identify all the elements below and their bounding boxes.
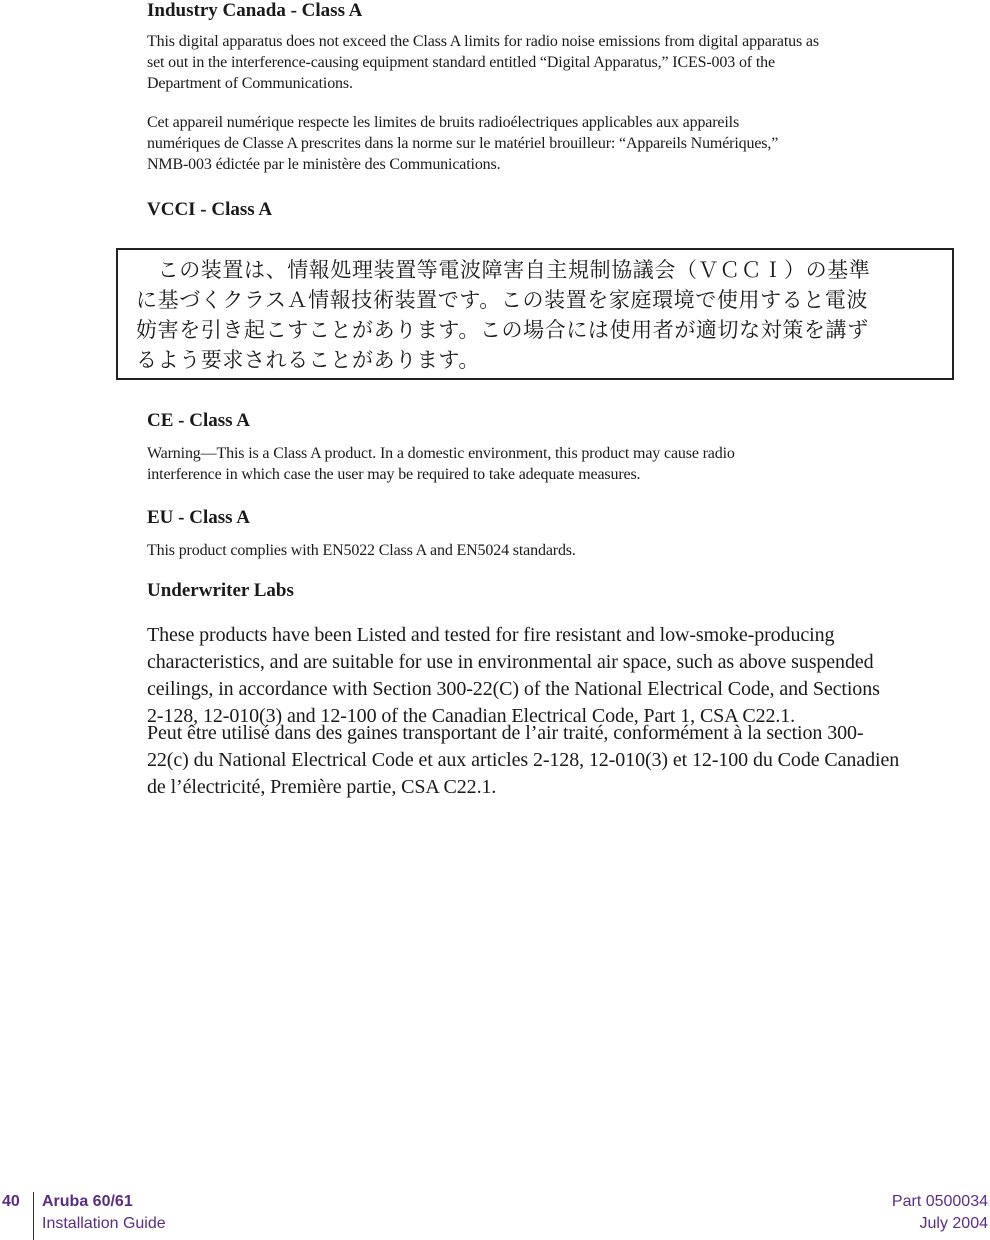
text-line: ceilings, in accordance with Section 300-22(C) of the National Electrical Code, and Sections bbox=[147, 678, 880, 700]
vcci-notice-line: るよう要求されることがあります。 bbox=[136, 348, 480, 372]
paragraph-eu bbox=[147, 540, 576, 561]
heading-ul: Underwriter Labs bbox=[147, 580, 294, 601]
footer-divider bbox=[33, 1192, 34, 1240]
paragraph-ce bbox=[147, 443, 735, 485]
text-line: 22(c) du National Electrical Code et aux articles 2-128, 12-010(3) et 12-100 du Code Canadien bbox=[147, 749, 900, 771]
text-line: set out in the interference-causing equipment standard entitled “Digital Apparatus,” ICES-003 of the bbox=[147, 54, 775, 71]
text-line: Warning—This is a Class A product. In a domestic environment, this product may cause radio bbox=[147, 445, 735, 462]
heading-industry-canada: Industry Canada - Class A bbox=[147, 0, 363, 21]
section-vcci bbox=[147, 199, 272, 221]
paragraph-industry-canada-fr bbox=[147, 112, 778, 175]
text-line: characteristics, and are suitable for use in environmental air space, such as above suspended bbox=[147, 651, 874, 673]
text-line: Peut être utilisé dans des gaines transportant de l’air traité, conformément à la section 300- bbox=[147, 722, 864, 744]
heading-eu: EU - Class A bbox=[147, 507, 250, 528]
vcci-notice-box bbox=[116, 248, 954, 380]
footer-part-number: Part 0500034 bbox=[891, 1193, 988, 1210]
footer-title: Aruba 60/61 bbox=[42, 1193, 133, 1210]
text-line: numériques de Classe A prescrites dans la norme sur le matériel brouilleur: “Appareils Numériques,” bbox=[147, 135, 779, 152]
text-line: Cet appareil numérique respecte les limites de bruits radioélectriques applicables aux appareils bbox=[147, 114, 740, 131]
heading-vcci: VCCI - Class A bbox=[147, 199, 273, 220]
text-line: This product complies with EN5022 Class A and EN5024 standards. bbox=[147, 542, 576, 559]
footer-document-info bbox=[42, 1191, 166, 1235]
vcci-notice-line: この装置は、情報処理装置等電波障害自主規制協議会（ＶＣＣＩ）の基準 bbox=[136, 258, 871, 282]
page-number: 40 bbox=[2, 1193, 20, 1210]
section-industry-canada bbox=[147, 0, 362, 22]
text-line: NMB-003 édictée par le ministère des Communications. bbox=[147, 156, 501, 173]
text-line: interference in which case the user may be required to take adequate measures. bbox=[147, 466, 641, 483]
text-line: This digital apparatus does not exceed the Class A limits for radio noise emissions from digital apparatus as bbox=[147, 33, 819, 50]
paragraph-ul-fr bbox=[147, 720, 899, 801]
footer-part-info bbox=[892, 1191, 988, 1235]
paragraph-industry-canada-en bbox=[147, 31, 819, 94]
section-ul bbox=[147, 580, 294, 602]
text-line: 2-128, 12-010(3) and 12-100 of the Canadian Electrical Code, Part 1, CSA C22.1. bbox=[147, 705, 796, 727]
vcci-notice-line: に基づくクラスＡ情報技術装置です。この装置を家庭環境で使用すると電波 bbox=[136, 288, 869, 312]
section-eu bbox=[147, 507, 250, 529]
text-line: These products have been Listed and tested for fire resistant and low-smoke-producing bbox=[147, 624, 835, 646]
footer-date: July 2004 bbox=[919, 1215, 988, 1232]
paragraph-ul-en bbox=[147, 622, 880, 730]
page-footer bbox=[0, 1190, 990, 1240]
vcci-notice-line: 妨害を引き起こすことがあります。この場合には使用者が適切な対策を講ず bbox=[136, 318, 869, 342]
footer-subtitle: Installation Guide bbox=[42, 1215, 166, 1232]
text-line: de l’électricité, Première partie, CSA C22.1. bbox=[147, 776, 497, 798]
text-line: Department of Communications. bbox=[147, 75, 353, 92]
heading-ce: CE - Class A bbox=[147, 410, 250, 431]
section-ce bbox=[147, 410, 250, 432]
